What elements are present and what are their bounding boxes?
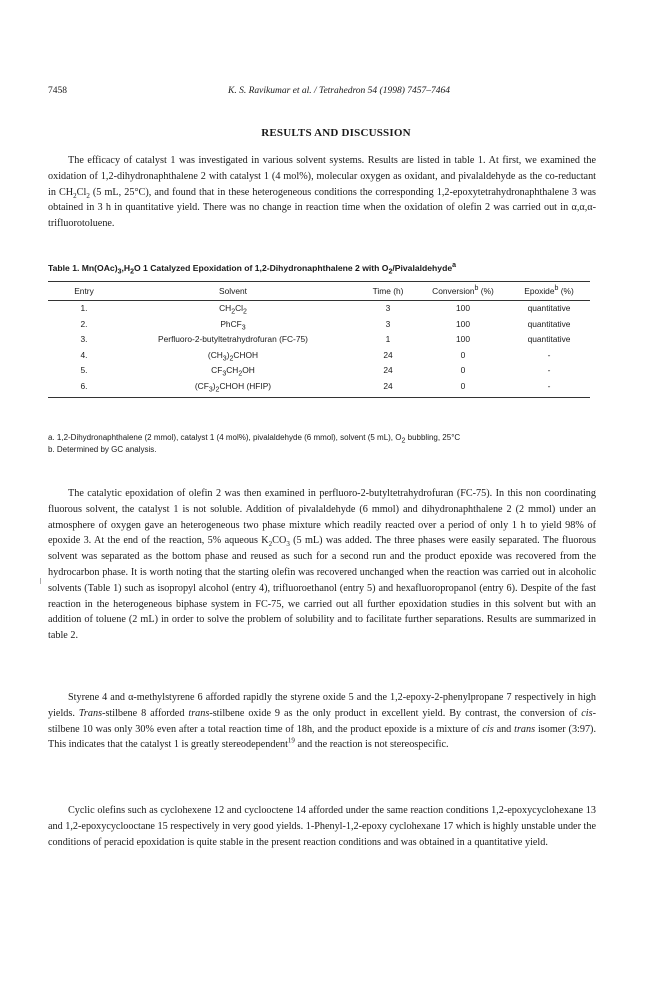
cell-entry: 6.	[80, 380, 88, 391]
cell-entry: 4.	[80, 349, 88, 360]
cell-conversion: 0	[460, 380, 466, 391]
results-table	[48, 281, 590, 398]
cell-time: 24	[383, 365, 393, 375]
cell-epoxide: -	[547, 380, 551, 391]
cell-entry: 2.	[80, 318, 88, 329]
paragraph-2: The catalytic epoxidation of olefin 2 was then examined in perfluoro-2-butyltetrahydrofuran (FC-75). In this non coordinating fluorous solvent, the catalyst 1 is not soluble. Addition of pivalaldehyde (6 mmol) and dihydronaphthalene 2 (2 mmol) under an atmosphere of oxygen gave an heterogeneous two phase mixture which readily reacted over a period of only 1 h to yield 98% of epoxide 3. At the end of the reaction, 5% aqueous $K_2CO_3$ (5 mL) was added. The three phases were easily separated. The fluorous solvent was separated as the bottom phase and reused as such for a second run and the product epoxide was recovered from the hydrocarbon phase. It is worth noting that the starting olefin was recovered unchanged when the reaction was carried out in alcoholic solvents (Table 1) such as isopropyl alcohol (entry 4), trifluoroethanol (entry 5) and hexafluoropropanol (entry 6). Despite of the fast reaction in the heterogeneous biphase system in FC-75, we carried out all further epoxidation studies in this solvent but with an addition of toluene (2 mL) in order to solve the problem of solubility and to facilitate further separations. Results are summarized in table 2.	[48, 488, 596, 642]
cell-conversion: 100	[456, 303, 470, 313]
footnote-b: b. Determined by GC analysis.	[48, 444, 157, 454]
table-row	[48, 348, 590, 364]
table-header-row	[48, 282, 590, 301]
table-footnotes	[48, 432, 608, 455]
cell-time: 3	[385, 303, 391, 313]
table-row	[48, 332, 590, 348]
cell-solvent: $(CF_3)_2CHOH$ (HFIP)	[194, 380, 272, 394]
cell-time: 24	[383, 349, 393, 360]
table-row	[48, 379, 590, 395]
cell-time: 3	[385, 318, 391, 329]
cell-epoxide: quantitative	[527, 334, 571, 344]
header-solvent: Solvent	[219, 286, 247, 296]
cell-entry: 5.	[80, 365, 88, 375]
table-bottom-rule	[48, 397, 590, 398]
paragraph-1: The efficacy of catalyst 1 was investigated in various solvent systems. Results are listed in table 1. At first, we examined the oxidation of 1,2-dihydronaphthalene 2 with catalyst 1 (4 mol%), molecular oxygen as oxidant, and pivalaldehyde as the co-reductant in $CH_2Cl_2$ (5 mL, 25°C), and found that in these heterogeneous conditions the corresponding 1,2-epoxytetrahydronaphthalene 3 was obtained in 3 h in quantitative yield. There was no change in reaction time when the oxidation of olefin 2 was carried out in α,α,α-trifluorotoluene.	[48, 155, 596, 230]
paragraph-4: Cyclic olefins such as cyclohexene 12 and cyclooctene 14 afforded under the same reaction conditions 1,2-epoxycyclohexane 13 and 1,2-epoxycyclooctane 15 respectively in very good yields. 1-Phenyl-1,2-epoxy cyclohexane 17 which is highly unstable under the conditions of peracid epoxidation is quite stable in the present reaction conditions and was obtained in a quantitative yield.	[48, 805, 596, 848]
header-conversion: Conversion$^b$ (%)	[432, 285, 494, 296]
footnote-a: a. 1,2-Dihydronaphthalene (2 mmol), catalyst 1 (4 mol%), pivalaldehyde (6 mmol), solvent (5 mL), $O_2$ bubbling, 25°C	[48, 433, 461, 445]
cell-time: 24	[383, 380, 393, 391]
page-number: 7458	[48, 86, 67, 96]
header-epoxide: Epoxide$^b$ (%)	[524, 285, 574, 296]
cell-epoxide: quantitative	[527, 318, 571, 329]
cell-epoxide: quantitative	[527, 303, 571, 313]
cell-time: 1	[385, 334, 391, 344]
cell-epoxide: -	[547, 349, 551, 360]
section-title: RESULTS AND DISCUSSION	[261, 127, 411, 139]
cell-solvent: $CF_3CH_2OH$	[211, 365, 255, 378]
cell-conversion: 100	[456, 318, 470, 329]
journal-citation: K. S. Ravikumar et al. / Tetrahedron 54 (1998) 7457–7464	[228, 86, 451, 96]
table-row	[48, 363, 590, 379]
cell-solvent: $CH_2Cl_2$	[219, 303, 247, 316]
cell-entry: 3.	[80, 334, 88, 344]
cell-solvent: PhCF$_3$	[220, 318, 246, 332]
cell-solvent: $(CH_3)_2CHOH$	[207, 349, 259, 363]
cell-solvent: Perfluoro-2-butyltetrahydrofuran (FC-75)	[158, 334, 308, 344]
paragraph-3: Styrene 4 and α-methylstyrene 6 afforded rapidly the styrene oxide 5 and the 1,2-epoxy-2-phenylpropane 7 respectively in high yields. Trans-stilbene 8 afforded trans-stilbene oxide 9 as the only product in excellent yield. By contrast, the conversion of cis-stilbene 10 was only 30% even after a total reaction time of 18h, and the product epoxide is a mixture of cis and trans isomer (3:97). This indicates that the catalyst 1 is greatly stereodependent$^{19}$ and the reaction is not stereospecific.	[48, 692, 596, 751]
table-row	[48, 317, 590, 333]
table-caption: Table 1. $Mn(OAc)_3,H_2O$ 1 Catalyzed Epoxidation of 1,2-Dihydronaphthalene 2 with $O_2/Pivalaldehyde^a$	[48, 262, 457, 276]
cell-entry: 1.	[80, 303, 88, 313]
cell-conversion: 0	[460, 365, 466, 375]
header-time: Time (h)	[372, 286, 404, 296]
cell-conversion: 0	[460, 349, 466, 360]
cell-epoxide: -	[547, 365, 551, 375]
table-row	[48, 301, 590, 317]
margin-mark	[40, 578, 41, 584]
header-entry: Entry	[74, 286, 94, 296]
cell-conversion: 100	[456, 334, 470, 344]
